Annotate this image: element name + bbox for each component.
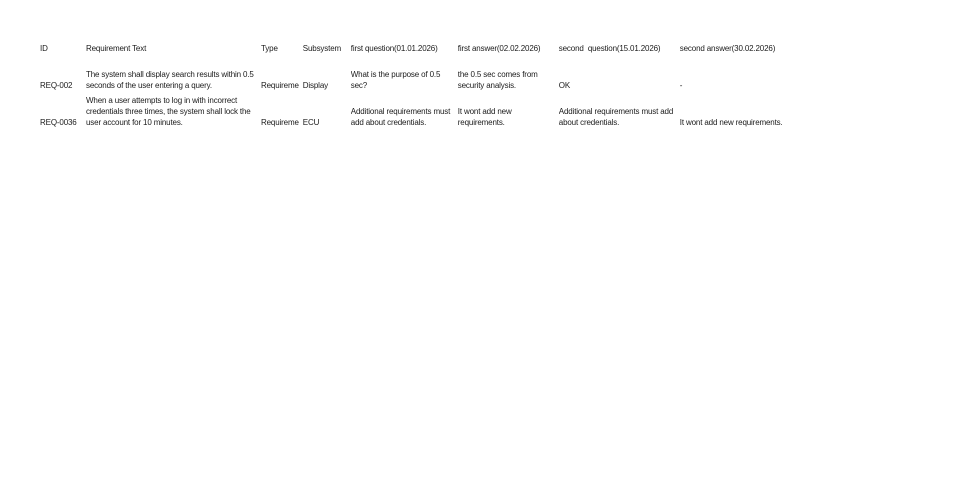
column-header-first-answer: first answer(02.02.2026) <box>457 44 541 53</box>
column-header-subsystem: Subsystem <box>302 44 342 53</box>
cell-first-question: What is the purpose of 0.5 sec? <box>350 70 441 90</box>
cell-requirement-text: The system shall display search results within 0.5 seconds of the user entering a query. <box>86 70 254 90</box>
cell-second-question: Additional requirements must add about credentials. <box>558 107 674 127</box>
cell-second-question: OK <box>558 81 571 90</box>
table-row <box>40 55 795 92</box>
cell-subsystem: ECU <box>302 118 320 127</box>
cell-id: REQ-002 <box>40 81 73 90</box>
column-header-first-question: first question(01.01.2026) <box>350 44 438 53</box>
cell-id: REQ-0036 <box>40 118 77 127</box>
cell-second-answer: It wont add new requirements. <box>679 118 783 127</box>
column-header-type: Type <box>261 44 278 53</box>
cell-subsystem: Display <box>302 81 328 90</box>
cell-type: Requireme <box>261 81 299 90</box>
cell-second-answer: - <box>679 81 683 90</box>
cell-first-answer: It wont add new requirements. <box>457 107 512 127</box>
cell-first-question: Additional requirements must add about credentials. <box>350 107 451 127</box>
table-row <box>40 92 795 129</box>
column-header-requirement-text: Requirement Text <box>86 44 147 53</box>
column-header-second-question: second question(15.01.2026) <box>558 44 661 53</box>
column-header-second-answer: second answer(30.02.2026) <box>679 44 776 53</box>
requirements-table <box>40 42 795 129</box>
table-header-row <box>40 42 795 55</box>
cell-requirement-text: When a user attempts to log in with incorrect credentials three times, the system shall lock the user account for 10 minutes. <box>86 96 251 127</box>
cell-first-answer: the 0.5 sec comes from security analysis. <box>457 70 538 90</box>
cell-type: Requireme <box>261 118 299 127</box>
spreadsheet-print-area <box>40 42 795 129</box>
column-header-id: ID <box>40 44 48 53</box>
